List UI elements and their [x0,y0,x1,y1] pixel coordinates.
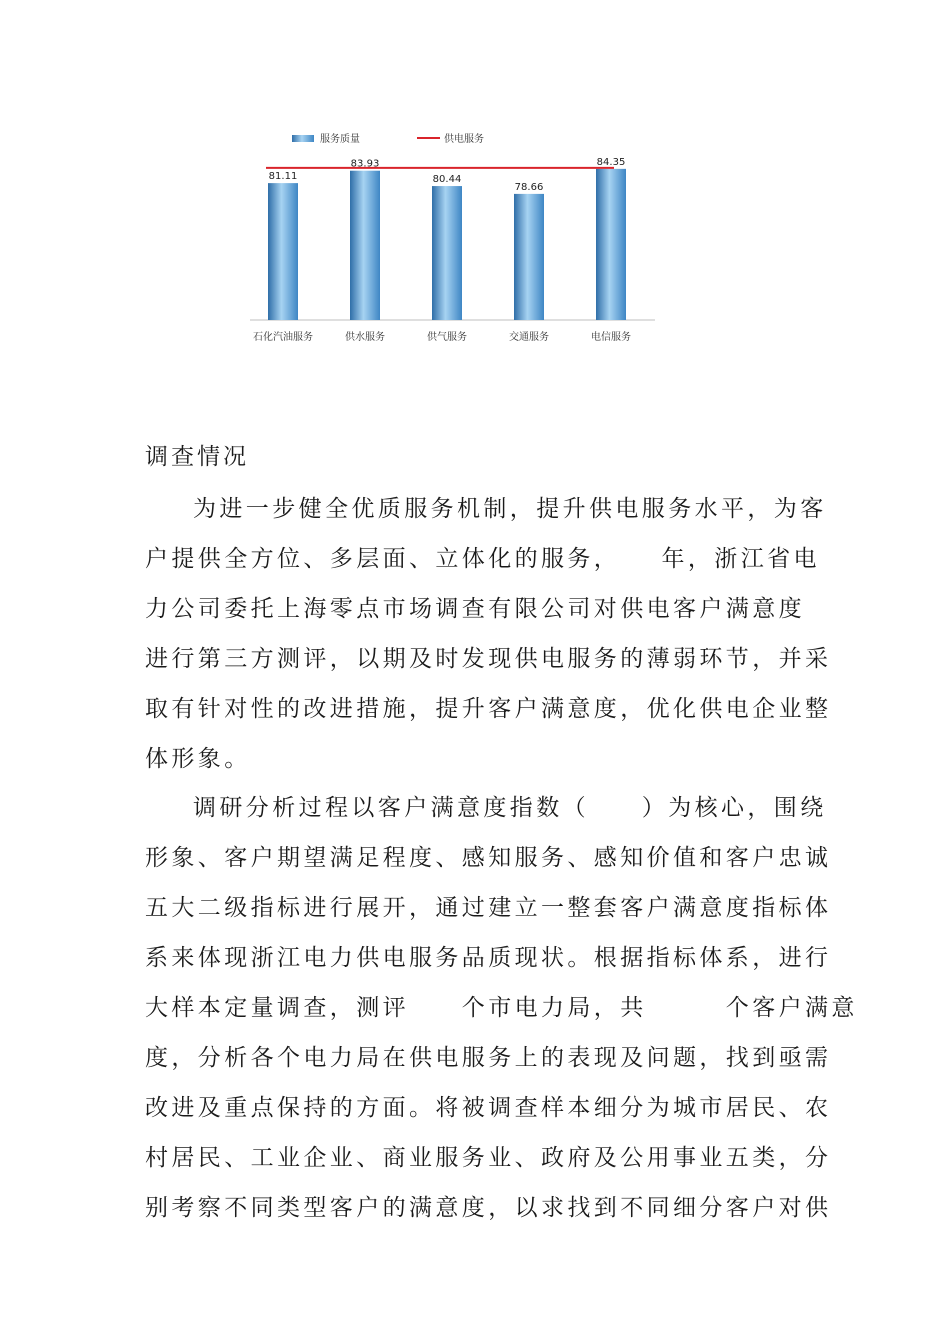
paragraph-line: 别考察不同类型客户的满意度，以求找到不同细分客户对供 [145,1195,832,1221]
chart-legend [292,132,484,145]
bar [432,186,462,320]
paragraph-1 [145,484,832,784]
paragraph-line: 系来体现浙江电力供电服务品质现状。根据指标体系，进行 [145,945,832,971]
legend-label-power-service: 供电服务 [444,134,484,145]
data-label: 80.44 [432,174,462,186]
paragraph-line: 进行第三方测评，以期及时发现供电服务的薄弱环节，并采 [145,646,832,672]
paragraph-line: 大样本定量调查，测评 个市电力局，共 个客户满意 [145,995,858,1021]
paragraph-line: 形象、客户期望满足程度、感知服务、感知价值和客户忠诚 [145,845,832,871]
x-tick-label: 交通服务 [509,332,549,343]
paragraph-line: 取有针对性的改进措施，提升客户满意度，优化供电企业整 [145,696,832,722]
satisfaction-bar-chart [240,120,670,355]
x-tick-label: 供水服务 [345,332,385,343]
x-tick-label-group [253,330,631,343]
data-label: 84.35 [596,156,626,168]
paragraph-2 [145,783,858,1233]
paragraph-line: 改进及重点保持的方面。将被调查样本细分为城市居民、农 [145,1095,832,1121]
bar [268,183,298,320]
data-label: 78.66 [514,181,544,193]
paragraph-line: 度，分析各个电力局在供电服务上的表现及问题，找到亟需 [145,1045,832,1071]
x-tick-label: 石化汽油服务 [253,332,313,343]
section-heading: 调查情况 [145,444,249,470]
data-label: 83.93 [350,158,380,170]
paragraph-line: 五大二级指标进行展开，通过建立一整套客户满意度指标体 [145,895,832,921]
legend-swatch-service-quality [292,135,314,142]
bar [350,171,380,320]
bar [596,169,626,320]
paragraph-line: 体形象。 [145,746,251,772]
bar [514,194,544,320]
paragraph-line: 调研分析过程以客户满意度指数（ ）为核心，围绕 [193,795,827,821]
paragraph-line: 户提供全方位、多层面、立体化的服务， 年，浙江省电 [145,546,820,572]
x-tick-label: 电信服务 [591,332,631,343]
paragraph-line: 为进一步健全优质服务机制，提升供电服务水平，为客 [193,496,827,522]
legend-label-service-quality: 服务质量 [320,134,360,145]
paragraph-line: 力公司委托上海零点市场调查有限公司对供电客户满意度 [145,596,805,622]
bar-group [268,169,626,320]
paragraph-line: 村居民、工业企业、商业服务业、政府及公用事业五类，分 [145,1145,832,1171]
data-label: 81.11 [268,171,298,183]
x-tick-label: 供气服务 [427,332,467,343]
